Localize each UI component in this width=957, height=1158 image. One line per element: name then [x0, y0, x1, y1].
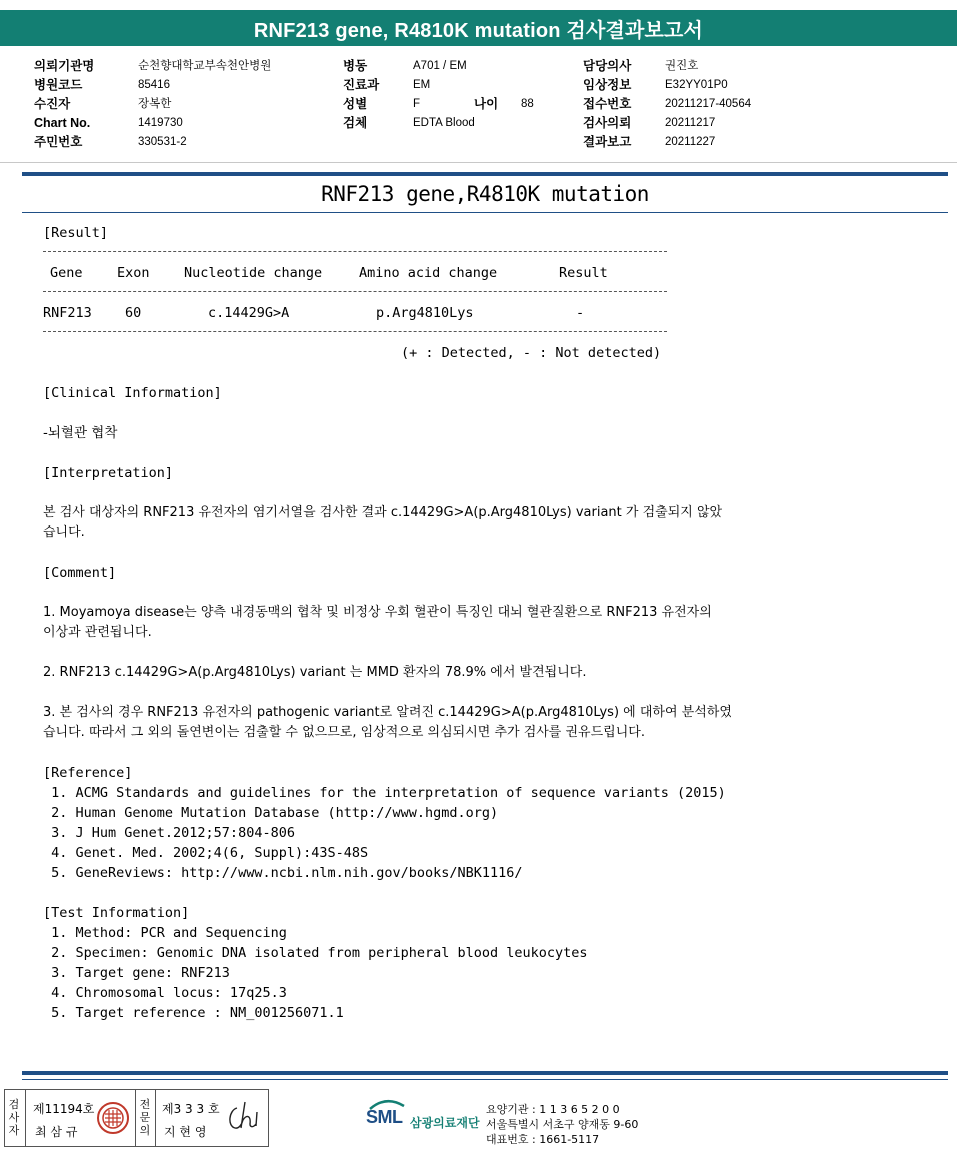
signature-box	[4, 1089, 269, 1147]
info-value-age: 88	[521, 98, 534, 110]
info-label: 병동	[343, 59, 368, 73]
info-row	[343, 95, 534, 114]
info-column-right	[583, 57, 751, 152]
info-value: 1419730	[138, 117, 183, 129]
interpretation-line-1: 본 검사 대상자의 RNF213 유전자의 염기서열을 검사한 결과 c.14429G>A(p.Arg4810Lys) variant 가 검출되지 않았	[43, 505, 723, 520]
cell-amino-acid: p.Arg4810Lys	[376, 305, 474, 321]
footer-thin-rule	[22, 1079, 948, 1080]
info-label: 주민번호	[34, 135, 83, 149]
info-label: 수진자	[34, 97, 71, 111]
comment-3-line-2: 습니다. 따라서 그 외의 돌연변이는 검출할 수 없으므로, 임상적으로 의심되시면 추가 검사를 권유드립니다.	[43, 725, 645, 740]
info-column-left	[34, 57, 271, 152]
info-value: 20211217-40564	[665, 98, 752, 110]
info-value: E32YY01P0	[665, 79, 728, 91]
info-label: 담당의사	[583, 59, 632, 73]
info-label: 의뢰기관명	[34, 59, 95, 73]
info-value: 20211217	[665, 117, 716, 129]
col-header-amino-acid: Amino acid change	[359, 265, 498, 281]
signature-icon	[223, 1098, 265, 1136]
clinical-text: -뇌혈관 협착	[43, 425, 118, 441]
approver-license-no: 제3 3 3 호	[162, 1102, 220, 1116]
info-value: 순천향대학교부속천안병원	[138, 60, 272, 72]
test-info-item: 2. Specimen: Genomic DNA isolated from peripheral blood leukocytes	[43, 945, 588, 961]
reference-item: 5. GeneReviews: http://www.ncbi.nlm.nih.gov/books/NBK1116/	[43, 865, 523, 881]
cell-result: -	[576, 305, 585, 321]
header-divider	[0, 162, 957, 163]
info-row	[34, 114, 271, 133]
info-row	[34, 133, 271, 152]
info-row	[343, 57, 534, 76]
lab-address: 서울특별시 서초구 양재동 9-60	[486, 1118, 639, 1131]
table-rule-bottom	[43, 331, 667, 332]
examiner-seal-icon	[96, 1101, 130, 1135]
logo-text: SML	[366, 1107, 403, 1127]
cell-gene: RNF213	[43, 305, 92, 321]
reference-item: 2. Human Genome Mutation Database (http://www.hgmd.org)	[43, 805, 499, 821]
result-section-heading: [Result]	[43, 225, 109, 241]
lab-name: 삼광의료재단	[410, 1116, 480, 1130]
comment-1-line-1: 1. Moyamoya disease는 양측 내경동맥의 협착 및 비정상 우회 혈관이 특징인 대뇌 혈관질환으로 RNF213 유전자의	[43, 605, 712, 620]
institution-code: 요양기관 : 1 1 3 6 5 2 0 0	[486, 1103, 620, 1116]
reference-item: 1. ACMG Standards and guidelines for the interpretation of sequence variants (2015)	[43, 785, 726, 801]
examiner-name: 최 삼 규	[35, 1125, 78, 1139]
info-row	[583, 57, 751, 76]
test-info-section-heading: [Test Information]	[43, 905, 190, 921]
info-value: EDTA Blood	[413, 117, 475, 129]
reference-section-heading: [Reference]	[43, 765, 133, 781]
report-title: RNF213 gene, R4810K mutation 검사결과보고서	[0, 10, 957, 46]
comment-2: 2. RNF213 c.14429G>A(p.Arg4810Lys) variant 는 MMD 환자의 78.9% 에서 발견됩니다.	[43, 665, 587, 680]
footer-top-rule	[22, 1071, 948, 1075]
reference-item: 3. J Hum Genet.2012;57:804-806	[43, 825, 295, 841]
approver-label: 전문의	[139, 1098, 151, 1137]
lab-phone: 대표번호 : 1661-5117	[486, 1133, 600, 1146]
info-row	[34, 57, 271, 76]
col-header-gene: Gene	[50, 265, 83, 281]
info-row	[34, 76, 271, 95]
test-info-item: 3. Target gene: RNF213	[43, 965, 230, 981]
info-row	[34, 95, 271, 114]
info-label: 임상정보	[583, 78, 632, 92]
info-value: 장복한	[138, 98, 172, 110]
reference-item: 4. Genet. Med. 2002;4(6, Suppl):43S-48S	[43, 845, 369, 861]
info-column-middle	[343, 57, 534, 133]
info-row	[583, 133, 751, 152]
info-row	[583, 76, 751, 95]
info-row	[343, 114, 534, 133]
comment-1-line-2: 이상과 관련됩니다.	[43, 625, 152, 640]
examiner-license-no: 제11194호	[33, 1102, 95, 1116]
info-row	[343, 76, 534, 95]
info-value: 20211227	[665, 136, 716, 148]
sig-divider	[135, 1090, 136, 1146]
result-legend: (+ : Detected, - : Not detected)	[401, 345, 662, 361]
info-value: 330531-2	[138, 136, 187, 148]
table-rule-top	[43, 251, 667, 252]
col-header-exon: Exon	[117, 265, 150, 281]
info-label: 결과보고	[583, 135, 632, 149]
info-label: 접수번호	[583, 97, 632, 111]
info-label: 검체	[343, 116, 368, 130]
info-value: EM	[413, 79, 431, 91]
info-row	[583, 95, 751, 114]
comment-3-line-1: 3. 본 검사의 경우 RNF213 유전자의 pathogenic variant로 알려진 c.14429G>A(p.Arg4810Lys) 에 대하여 분석하였	[43, 705, 732, 720]
sml-logo-icon	[366, 1098, 406, 1132]
info-label: 검사의뢰	[583, 116, 632, 130]
info-value: A701 / EM	[413, 60, 467, 72]
document-title: RNF213 gene,R4810K mutation	[321, 182, 649, 206]
info-value: F	[413, 98, 421, 110]
test-info-item: 5. Target reference : NM_001256071.1	[43, 1005, 344, 1021]
info-value: 85416	[138, 79, 170, 91]
info-label: Chart No.	[34, 116, 91, 130]
info-value: 권진호	[665, 60, 699, 72]
cell-nucleotide: c.14429G>A	[208, 305, 290, 321]
info-row	[583, 114, 751, 133]
doc-title-rule	[22, 212, 948, 213]
doc-top-rule	[22, 172, 948, 176]
info-label: 진료과	[343, 78, 380, 92]
info-label-age: 나이	[474, 97, 499, 111]
info-label: 성별	[343, 97, 368, 111]
comment-section-heading: [Comment]	[43, 565, 117, 581]
examiner-label: 검사자	[8, 1098, 20, 1137]
col-header-result: Result	[559, 265, 608, 281]
approver-name: 지 현 영	[164, 1125, 207, 1139]
test-info-item: 4. Chromosomal locus: 17q25.3	[43, 985, 287, 1001]
cell-exon: 60	[125, 305, 142, 321]
sig-divider	[25, 1090, 26, 1146]
clinical-section-heading: [Clinical Information]	[43, 385, 222, 401]
table-rule-mid	[43, 291, 667, 292]
interpretation-section-heading: [Interpretation]	[43, 465, 174, 481]
sig-divider	[155, 1090, 156, 1146]
col-header-nucleotide: Nucleotide change	[184, 265, 323, 281]
test-info-item: 1. Method: PCR and Sequencing	[43, 925, 287, 941]
info-label: 병원코드	[34, 78, 83, 92]
interpretation-line-2: 습니다.	[43, 525, 85, 540]
